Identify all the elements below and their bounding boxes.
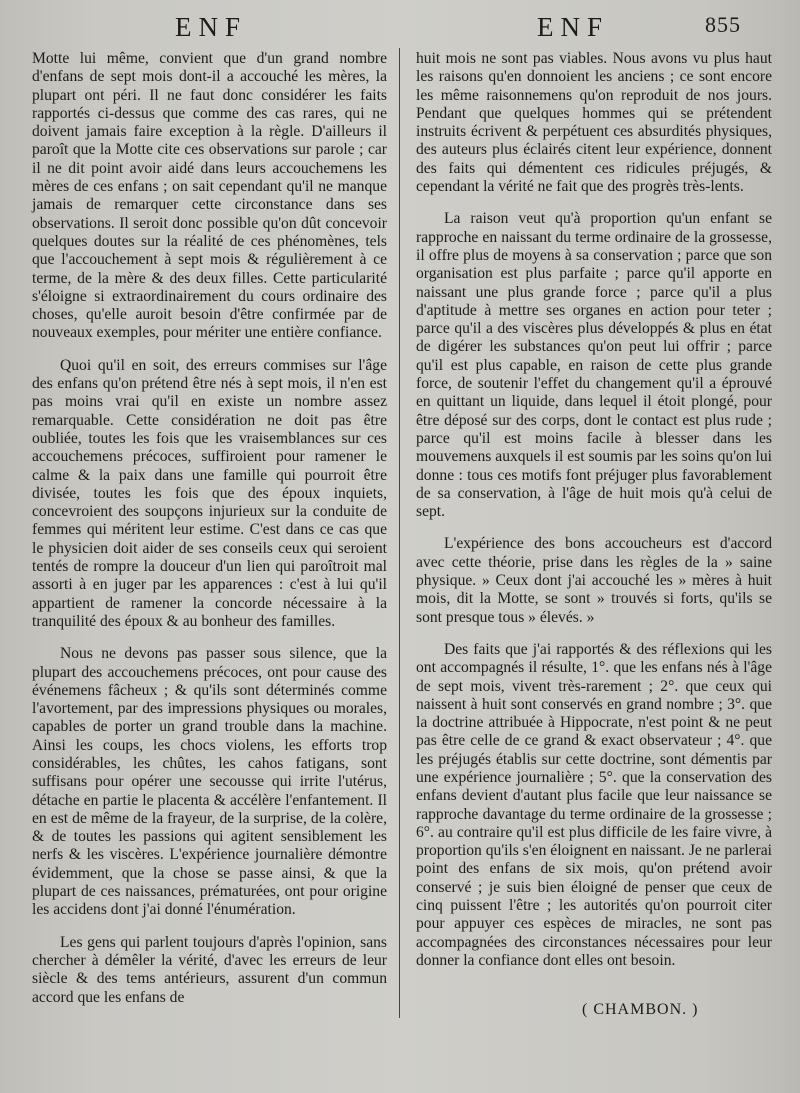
header-center-word: ENF: [537, 12, 610, 42]
column-divider: [399, 48, 400, 1018]
running-header: [0, 8, 800, 44]
paragraph: La raison veut qu'à proportion qu'un enfant se rapproche en naissant du terme ordinaire de la grossesse, il offre plus de moyens à sa conservation ; parce que son organisation est plus parfaite ; parce qu'il apporte en naissant une plus grande force ; parce qu'il a plus d'aptitude à mettre ses organes en action pour teter ; parce qu'il a des viscères plus développés & plus en état de digérer les substances qu'on peut lui offrir ; parce qu'il est plus capable, en raison de cette plus grande force, de soutenir l'effet du changement qu'il a éprouvé en quittant un liquide, dans lequel il étoit plongé, pour être déposé sur des corps, dont le contact est plus rude ; parce qu'il est moins facile à blesser dans les mouvemens auxquels il est soumis par les soins qu'on lui donne : tous ces motifs font préjuger plus favorablement de sa conservation, à l'âge de huit mois qu'à celui de sept.: [416, 210, 772, 521]
right-column: [416, 50, 772, 984]
paragraph: L'expérience des bons accoucheurs est d'accord avec cette théorie, prise dans les règles de la » saine physique. » Ceux dont j'ai accouché les » mères à huit mois, dit la Motte, se sont » trouvés si forts, qu'ils se sont presque tous » élevés. »: [416, 535, 772, 626]
header-left-word: ENF: [175, 12, 248, 42]
paragraph: Motte lui même, convient que d'un grand nombre d'enfans de sept mois dont-il a accouché les mères, la plupart ont péri. Il ne faut donc considérer les faits rapportés ci-dessus que comme des cas rares, qui ne doivent jamais faire exception à la règle. D'ailleurs il paroît que la Motte cite ces observations sur parole ; car il ne dit point avoir aidé dans leurs accouchemens les mères de ces enfans ; on sait cependant qu'il ne manque jamais de remarquer cette circonstance dans ses observations. Il seroit donc possible qu'on dût concevoir quelques doutes sur la réalité de ces phénomènes, tels que l'accouchement à sept mois & régulièrement à ce terme, de la mère & des deux filles. Cette particularité s'éloigne si extraordinairement du cours ordinaire des choses, qu'elle auroit besoin d'être confirmée par de nouveaux exemples, pour mériter une entière confiance.: [32, 50, 387, 342]
paragraph: Quoi qu'il en soit, des erreurs commises sur l'âge des enfans qu'on prétend être nés à sept mois, il n'en est pas moins vrai qu'il en existe un nombre assez remarquable. Cette considération ne doit pas être oubliée, toutes les fois que les vraisemblances sur ces accouchemens précoces, suffiroient pour ramener le calme & la paix dans une famille qui pourroit être divisée, toutes les fois que des époux inquiets, concevroient des soupçons injurieux sur la conduite de femmes qui méritent leur estime. C'est dans ce cas que le physicien doit aider de ses conseils ceux qui seroient tentés de rompre la douceur d'un lien qui paroîtroit mal assorti à en juger par les apparences : c'est à lui qu'il appartient de ramener la concorde nécessaire à la tranquilité des époux & au bonheur des familles.: [32, 356, 387, 630]
paragraph: Les gens qui parlent toujours d'après l'opinion, sans chercher à démêler la vérité, d'avec les erreurs de leur siècle & des tems antérieurs, assurent d'un commun accord que les enfans de: [32, 933, 387, 1006]
paragraph: huit mois ne sont pas viables. Nous avons vu plus haut les raisons qu'en donnoient les anciens ; ce sont encore les même raisonnemens qu'on reproduit de nos jours. Pendant que quelques hommes qui se prétendent instruits écrivent & perpétuent ces absurdités physiques, des auteurs plus éclairés citent leur expérience, donnent des faits qui démentent ces ridicules préjugés, & cependant la vérité ne fait que des progrès très-lents.: [416, 50, 772, 196]
paragraph: Nous ne devons pas passer sous silence, que la plupart des accouchemens précoces, ont pour cause des événemens fâcheux ; & qu'ils sont déterminés comme l'avortement, par des impressions physiques ou morales, capables de porter un grand trouble dans la machine. Ainsi les coups, les chocs violens, les efforts trop considérables, les chûtes, les cahos fatigans, sont suffisans pour opérer une secousse qui irrite l'utérus, détache en partie le placenta & accélère l'enfantement. Il en est de même de la frayeur, de la surprise, de la colère, & de toutes les passions qui agitent sensiblement les nerfs & les viscères. L'expérience journalière démontre évidemment, que la chose se passe ainsi, & que la plupart de ces naissances, prématurées, ont pour origine les accidens dont j'ai donné l'énumération.: [32, 645, 387, 919]
author-signature: ( CHAMBON. ): [582, 1001, 699, 1018]
page-number: 855: [705, 12, 741, 37]
left-column: [32, 50, 387, 1021]
paragraph: Des faits que j'ai rapportés & des réflexions qui les ont accompagnés il résulte, 1°. que les enfans nés à l'âge de sept mois, vivent très-rarement ; 2°. que ceux qui naissent à huit sont conservés en grand nombre ; 3°. que la doctrine attribuée à Hippocrate, n'est point & ne peut pas être celle de ce grand & exact observateur ; 4°. que les préjugés établis sur cette doctrine, sont démentis par une expérience journalière ; 5°. que la conservation des enfans devient d'autant plus facile que leur naissance se rapproche davantage du terme ordinaire de la grossesse ; 6°. au contraire qu'il est plus difficile de les faire vivre, à proportion qu'ils s'en éloignent en naissant. Je ne parlerai point des enfans de six mois, qu'on prétend avoir conservé ; je suis bien éloigné de penser que ceux de cinq puissent l'être ; les autorités qu'on pourroit citer pour appuyer ces espèces de miracles, ne sont pas accompagnées des circonstances nécessaires pour leur donner la confiance dont elles ont besoin.: [416, 640, 772, 969]
